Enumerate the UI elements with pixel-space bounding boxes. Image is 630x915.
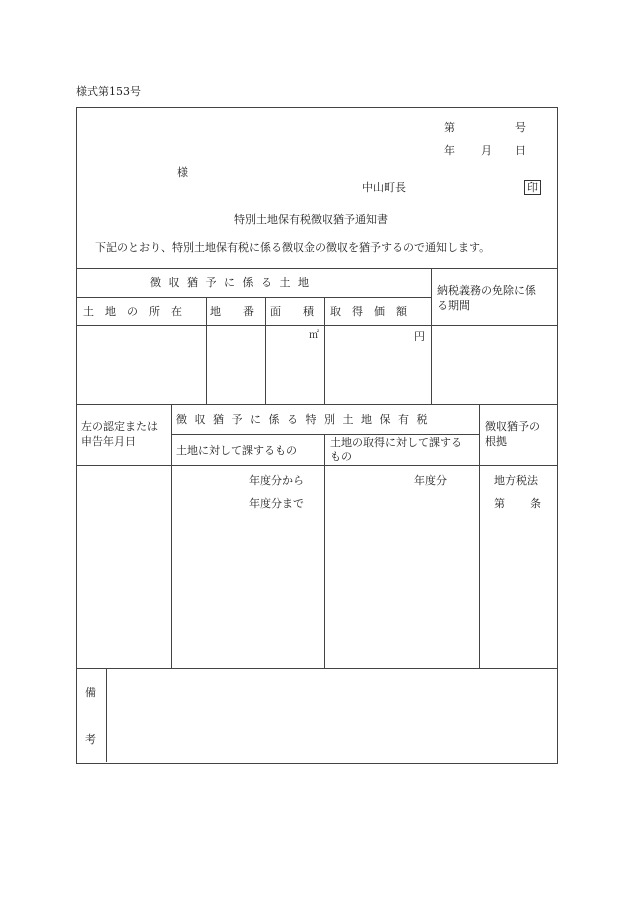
notice-body-text: 下記のとおり、特別土地保有税に係る徴収金の徴収を猶予するので通知します。 [95,241,491,254]
land-group-header: 徴 収 猶 予 に 係 る 土 地 [150,276,311,289]
land-tax-column-header: 土地に対して課するもの [176,444,297,457]
exemption-period-header-line2: る期間 [437,299,470,312]
remarks-label-2: 考 [85,733,96,746]
location-column-header: 土 地 の 所 在 [83,305,182,318]
number-go-label: 号 [515,121,526,134]
land-table-top-rule [76,268,557,269]
land-group-header-rule [76,297,432,298]
exemption-period-header-line1: 納税義務の免除に係 [437,284,536,297]
tax-column-header-rule [76,465,557,466]
area-unit: ㎡ [309,330,319,341]
from-year-label: 年度分から [249,474,304,487]
basis-header-line2: 根拠 [485,435,507,448]
remarks-label-1: 備 [85,686,96,699]
number-dai-label: 第 [444,121,455,134]
seal-mark: 印 [524,180,541,195]
article-jo-label: 条 [530,497,541,510]
lot-number-column-header: 地 番 [210,305,254,318]
tax-basis-divider [479,404,480,668]
mayor-name: 中山町長 [362,181,406,194]
acquisition-tax-column-header-line2: もの [330,450,352,463]
certification-date-header-line2: 申告年月日 [81,435,136,448]
land-period-divider [431,268,432,404]
tax-group-header: 徴 収 猶 予 に 係 る 特 別 土 地 保 有 税 [176,413,430,426]
acquisition-year-label: 年度分 [414,474,447,487]
tax-date-divider [171,404,172,668]
form-number: 様式第153号 [76,85,141,98]
price-unit: 円 [414,330,425,343]
acquisition-price-column-header: 取 得 価 額 [330,305,407,318]
land-area-divider [324,297,325,404]
article-dai-label: 第 [494,497,505,510]
acquisition-tax-column-header-line1: 土地の取得に対して課する [330,436,462,449]
certification-date-header-line1: 左の認定または [81,420,158,433]
document-title: 特別土地保有税徴収猶予通知書 [234,213,388,226]
land-table-bottom-rule [76,404,557,405]
tax-table-bottom-rule [76,668,557,669]
area-column-header: 面 積 [270,305,314,318]
land-lot-divider [265,297,266,404]
land-location-divider [206,297,207,404]
local-tax-law-label: 地方税法 [494,474,538,487]
tax-group-header-rule [171,434,480,435]
basis-header-line1: 徴収猶予の [485,420,540,433]
land-column-header-rule [76,325,557,326]
tax-land-acq-divider [324,434,325,668]
day-label: 日 [515,144,526,157]
month-label: 月 [481,144,492,157]
recipient-sama-label: 様 [177,166,188,179]
to-year-label: 年度分まで [249,497,304,510]
year-label: 年 [444,144,455,157]
remarks-divider [106,668,107,762]
